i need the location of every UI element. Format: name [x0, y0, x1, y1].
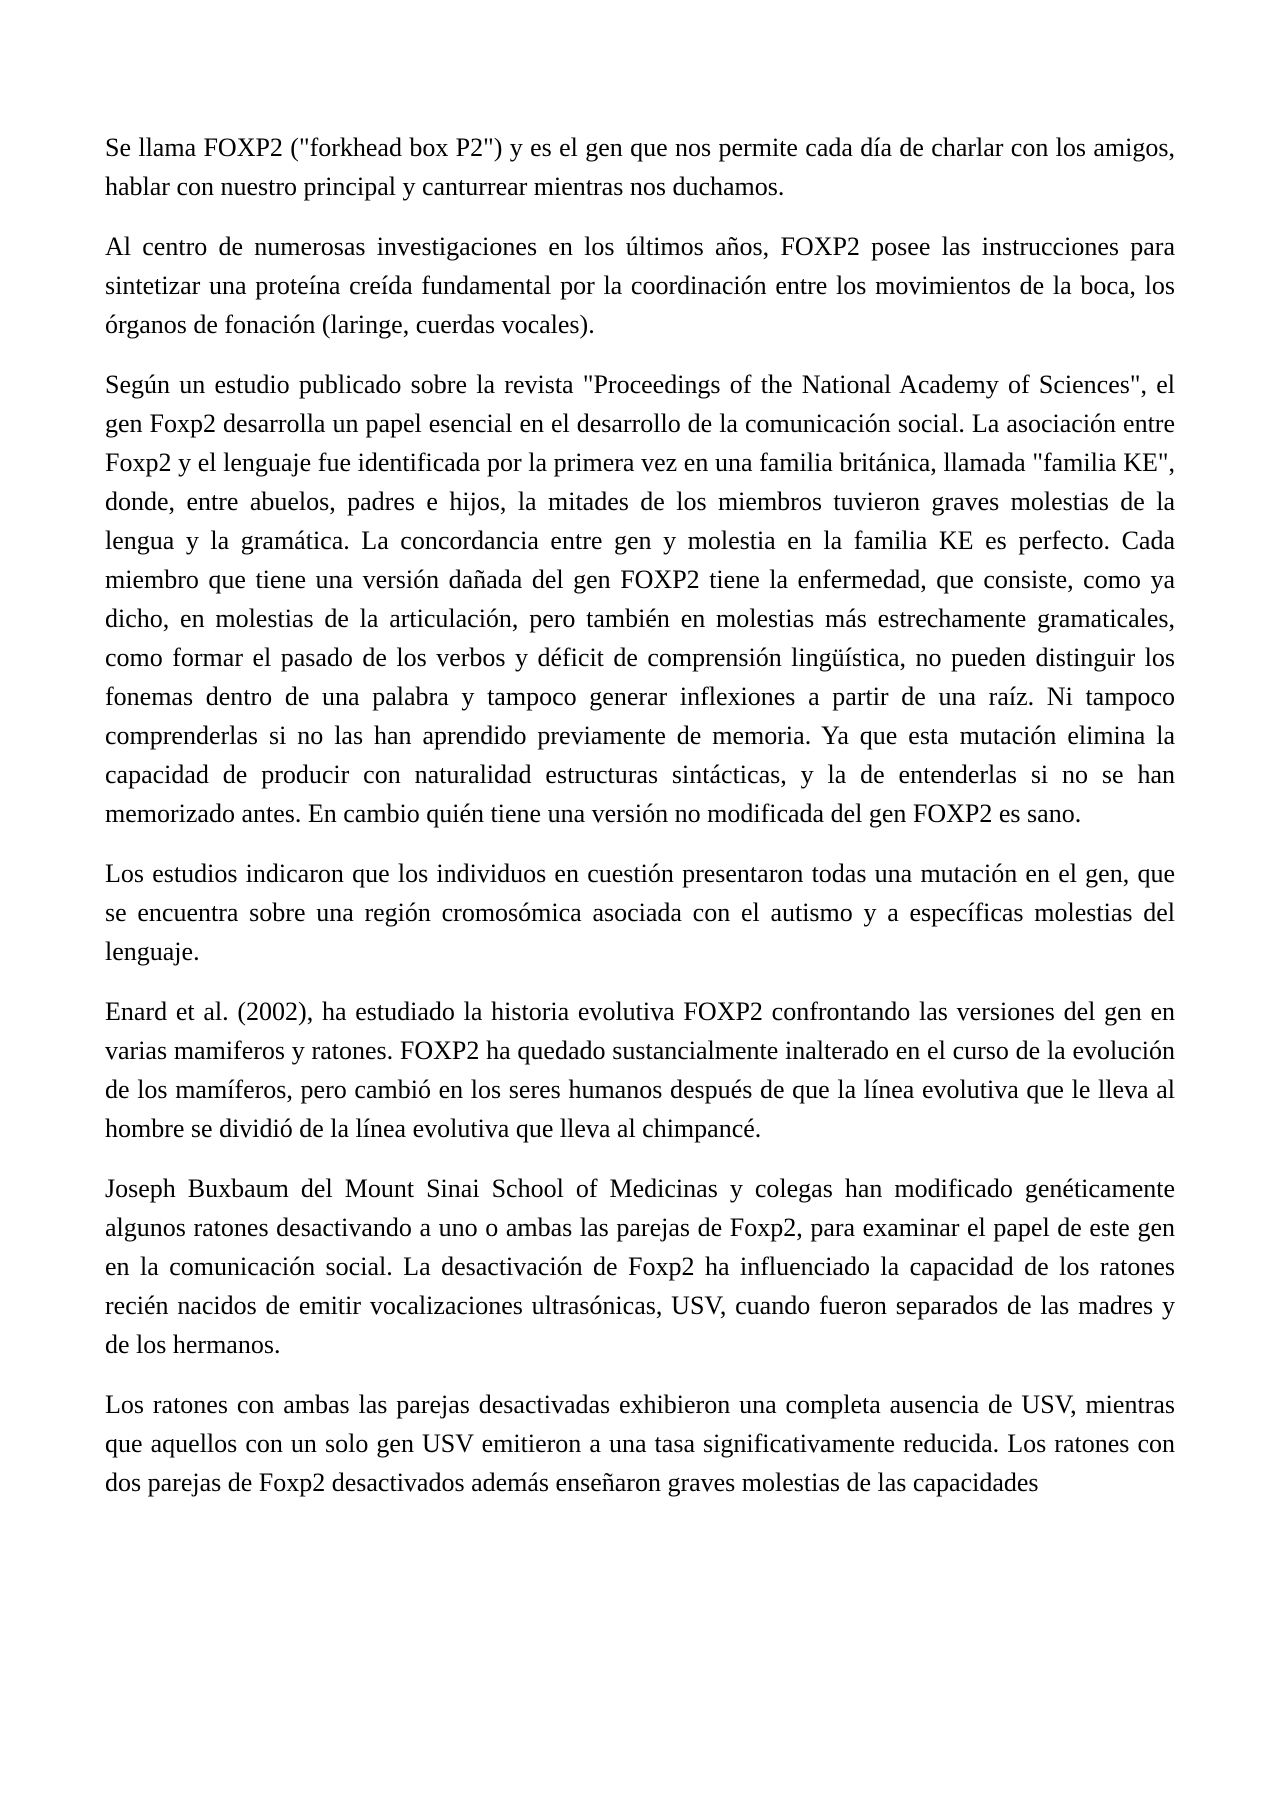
document-body: [105, 128, 1175, 1502]
paragraph: Los estudios indicaron que los individuos en cuestión presentaron todas una mutación en el gen, que se encuentra sobre una región cromosómica asociada con el autismo y a específicas molestias del lenguaje.: [105, 859, 1175, 966]
paragraph: Se llama FOXP2 ("forkhead box P2") y es el gen que nos permite cada día de charlar con los amigos, hablar con nuestro principal y canturrear mientras nos duchamos.: [105, 133, 1175, 201]
paragraph: Enard et al. (2002), ha estudiado la historia evolutiva FOXP2 confrontando las versiones del gen en varias mamiferos y ratones. FOXP2 ha quedado sustancialmente inalterado en el curso de la evolución de los mamíferos, pero cambió en los seres humanos después de que la línea evolutiva que le lleva al hombre se dividió de la línea evolutiva que lleva al chimpancé.: [105, 997, 1175, 1143]
paragraph: Al centro de numerosas investigaciones en los últimos años, FOXP2 posee las instrucciones para sintetizar una proteína creída fundamental por la coordinación entre los movimientos de la boca, los órganos de fonación (laringe, cuerdas vocales).: [105, 232, 1175, 339]
paragraph: Joseph Buxbaum del Mount Sinai School of Medicinas y colegas han modificado genéticamente algunos ratones desactivando a uno o ambas las parejas de Foxp2, para examinar el papel de este gen en la comunicación social. La desactivación de Foxp2 ha influenciado la capacidad de los ratones recién nacidos de emitir vocalizaciones ultrasónicas, USV, cuando fueron separados de las madres y de los hermanos.: [105, 1174, 1175, 1359]
paragraph: Los ratones con ambas las parejas desactivadas exhibieron una completa ausencia de USV, mientras que aquellos con un solo gen USV emitieron a una tasa significativamente reducida. Los ratones con dos parejas de Foxp2 desactivados además enseñaron graves molestias de las capacidades: [105, 1390, 1175, 1497]
paragraph: Según un estudio publicado sobre la revista "Proceedings of the National Academy of Sciences", el gen Foxp2 desarrolla un papel esencial en el desarrollo de la comunicación social. La asociación entre Foxp2 y el lenguaje fue identificada por la primera vez en una familia británica, llamada "familia KE", donde, entre abuelos, padres e hijos, la mitades de los miembros tuvieron graves molestias de la lengua y la gramática. La concordancia entre gen y molestia en la familia KE es perfecto. Cada miembro que tiene una versión dañada del gen FOXP2 tiene la enfermedad, que consiste, como ya dicho, en molestias de la articulación, pero también en molestias más estrechamente gramaticales, como formar el pasado de los verbos y déficit de comprensión lingüística, no pueden distinguir los fonemas dentro de una palabra y tampoco generar inflexiones a partir de una raíz. Ni tampoco comprenderlas si no las han aprendido previamente de memoria. Ya que esta mutación elimina la capacidad de producir con naturalidad estructuras sintácticas, y la de entenderlas si no se han memorizado antes. En cambio quién tiene una versión no modificada del gen FOXP2 es sano.: [105, 370, 1175, 828]
